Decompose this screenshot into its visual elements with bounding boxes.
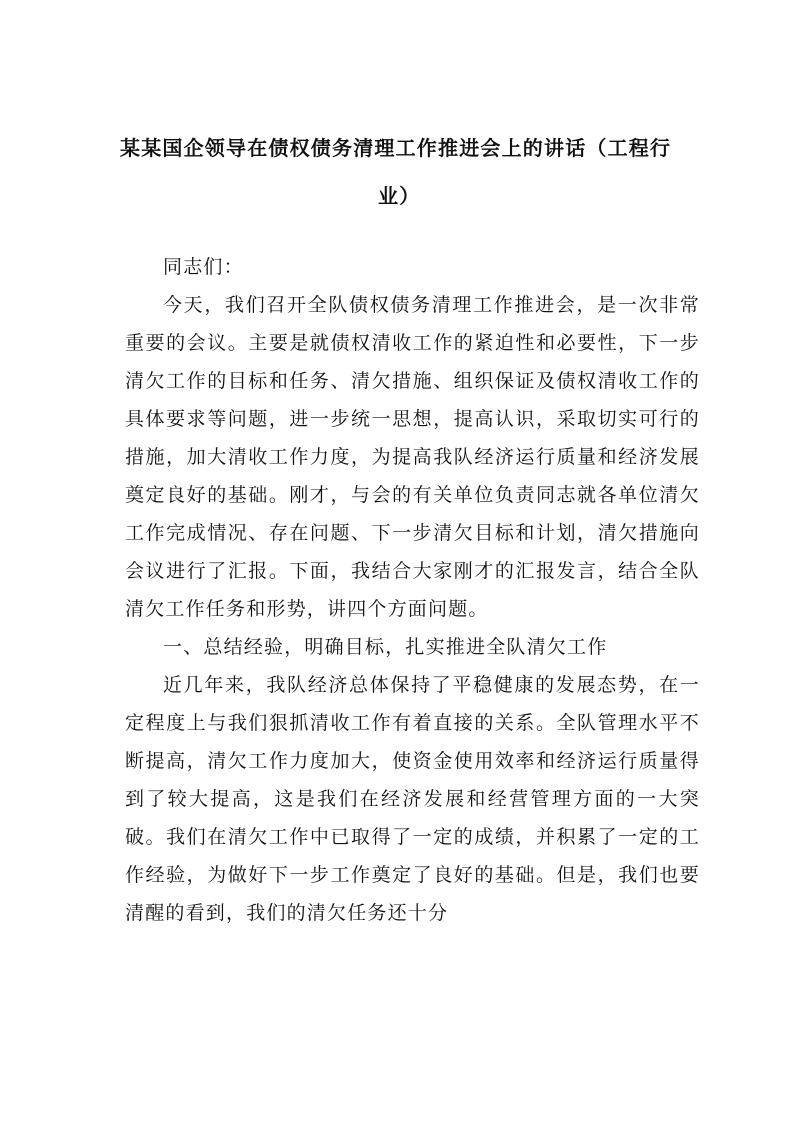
salutation: 同志们：: [163, 256, 244, 278]
document-body: [125, 248, 700, 932]
section-heading-1: 一、总结经验，明确目标，扎实推进全队清欠工作: [163, 636, 608, 658]
paragraph-section-1: 近几年来，我队经济总体保持了平稳健康的发展态势，在一定程度上与我们狠抓清收工作有着直接的关系。全队管理水平不断提高，清欠工作力度加大，使资金使用效率和经济运行质量得到了较大提高，这是我们在经济发展和经营管理方面的一大突破。我们在清欠工作中已取得了一定的成绩，并积累了一定的工作经验，为做好下一步工作奠定了良好的基础。但是，我们也要清醒的看到，我们的清欠任务还十分: [125, 674, 700, 924]
paragraph-intro: 今天，我们召开全队债权债务清理工作推进会，是一次非常重要的会议。主要是就债权清收工作的紧迫性和必要性，下一步清欠工作的目标和任务、清欠措施、组织保证及债权清收工作的具体要求等问题，进一步统一思想，提高认识，采取切实可行的措施，加大清收工作力度，为提高我队经济运行质量和经济发展奠定良好的基础。刚才，与会的有关单位负责同志就各单位清欠工作完成情况、存在问题、下一步清欠目标和计划，清欠措施向会议进行了汇报。下面，我结合大家刚才的汇报发言，结合全队清欠工作任务和形势，讲四个方面问题。: [125, 294, 700, 620]
document-title-line-1: 某某国企领导在债权债务清理工作推进会上的讲话（工程行: [120, 136, 672, 160]
document-title-line-2: 业）: [378, 184, 421, 208]
